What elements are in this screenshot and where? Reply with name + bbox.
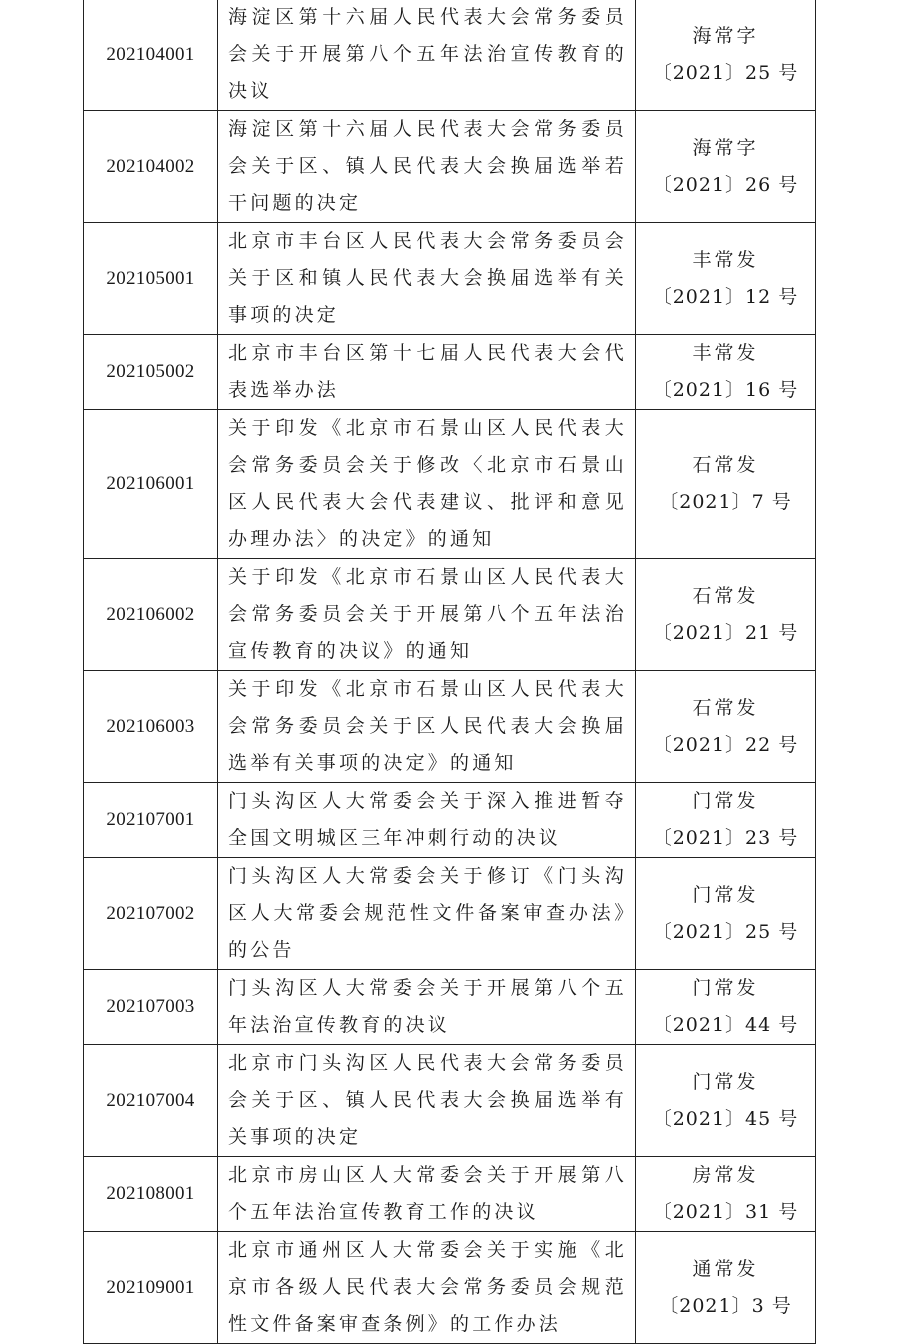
- record-id: 202107004: [84, 1045, 218, 1157]
- record-id: 202109001: [84, 1232, 218, 1344]
- document-number-cell: [636, 223, 816, 335]
- table-row: [84, 1232, 816, 1344]
- document-title-cell: [218, 111, 636, 223]
- document-title-cell: [218, 0, 636, 111]
- document-title-cell: [218, 671, 636, 783]
- document-number-cell: [636, 970, 816, 1045]
- document-title: 关于印发《北京市石景山区人民代表大会常务委员会关于区人民代表大会换届选举有关事项的决定》的通知: [228, 678, 627, 774]
- document-number-cell: [636, 1157, 816, 1232]
- table-body: [84, 0, 816, 1344]
- table-row: [84, 858, 816, 970]
- issuing-agency: 石常发: [692, 696, 759, 719]
- document-number: 〔2021〕44 号: [652, 1014, 799, 1036]
- document-number-cell: [636, 410, 816, 559]
- document-title: 北京市丰台区人民代表大会常务委员会关于区和镇人民代表大会换届选举有关事项的决定: [228, 230, 627, 326]
- record-id: 202106003: [84, 671, 218, 783]
- table-row: [84, 970, 816, 1045]
- record-id: 202106001: [84, 410, 218, 559]
- document-number-cell: [636, 0, 816, 111]
- document-number: 〔2021〕12 号: [652, 285, 799, 308]
- issuing-agency: 门常发: [692, 977, 759, 999]
- document-title-cell: [218, 1045, 636, 1157]
- document-title: 门头沟区人大常委会关于修订《门头沟区人大常委会规范性文件备案审查办法》的公告: [228, 865, 627, 961]
- issuing-agency: 石常发: [692, 584, 759, 607]
- issuing-agency: 海常字: [692, 136, 759, 159]
- document-title: 北京市丰台区第十七届人民代表大会代表选举办法: [228, 342, 627, 401]
- document-number: 〔2021〕16 号: [652, 379, 799, 401]
- document-number: 〔2021〕31 号: [652, 1201, 799, 1223]
- document-title-cell: [218, 1157, 636, 1232]
- document-number-cell: [636, 1232, 816, 1344]
- table-row: [84, 559, 816, 671]
- table-row: [84, 0, 816, 111]
- issuing-agency: 海常字: [692, 24, 759, 47]
- document-number-cell: [636, 335, 816, 410]
- document-number: 〔2021〕7 号: [659, 491, 792, 513]
- table-row: [84, 783, 816, 858]
- document-number: 〔2021〕22 号: [652, 733, 799, 756]
- record-id: 202107001: [84, 783, 218, 858]
- record-id: 202106002: [84, 559, 218, 671]
- document-number-cell: [636, 111, 816, 223]
- document-title: 关于印发《北京市石景山区人民代表大会常务委员会关于开展第八个五年法治宣传教育的决议》的通知: [228, 566, 627, 662]
- document-number: 〔2021〕21 号: [652, 621, 799, 644]
- document-number-cell: [636, 858, 816, 970]
- table-row: [84, 1045, 816, 1157]
- table-row: [84, 223, 816, 335]
- issuing-agency: 丰常发: [692, 248, 759, 271]
- record-id: 202107003: [84, 970, 218, 1045]
- document-table: [83, 0, 816, 1344]
- issuing-agency: 房常发: [692, 1164, 759, 1186]
- document-title-cell: [218, 970, 636, 1045]
- document-number: 〔2021〕26 号: [652, 173, 799, 196]
- table-row: [84, 111, 816, 223]
- record-id: 202107002: [84, 858, 218, 970]
- record-id: 202104002: [84, 111, 218, 223]
- issuing-agency: 门常发: [692, 790, 759, 812]
- document-number-cell: [636, 559, 816, 671]
- issuing-agency: 门常发: [692, 1070, 759, 1093]
- document-number-cell: [636, 671, 816, 783]
- document-title-cell: [218, 335, 636, 410]
- issuing-agency: 丰常发: [692, 342, 759, 364]
- document-title-cell: [218, 223, 636, 335]
- record-id: 202104001: [84, 0, 218, 111]
- document-title: 门头沟区人大常委会关于开展第八个五年法治宣传教育的决议: [228, 977, 627, 1036]
- issuing-agency: 通常发: [692, 1257, 759, 1280]
- document-title: 北京市房山区人大常委会关于开展第八个五年法治宣传教育工作的决议: [228, 1164, 627, 1223]
- table-row: [84, 1157, 816, 1232]
- record-id: 202108001: [84, 1157, 218, 1232]
- document-title-cell: [218, 410, 636, 559]
- document-title: 门头沟区人大常委会关于深入推进暂夺全国文明城区三年冲刺行动的决议: [228, 790, 627, 849]
- document-number-cell: [636, 783, 816, 858]
- document-title-cell: [218, 559, 636, 671]
- document-number: 〔2021〕3 号: [659, 1294, 792, 1317]
- document-number: 〔2021〕45 号: [652, 1107, 799, 1130]
- table-row: [84, 410, 816, 559]
- document-title-cell: [218, 858, 636, 970]
- issuing-agency: 门常发: [692, 883, 759, 906]
- document-number: 〔2021〕25 号: [652, 920, 799, 943]
- table-row: [84, 335, 816, 410]
- document-title: 北京市通州区人大常委会关于实施《北京市各级人民代表大会常务委员会规范性文件备案审查条例》的工作办法: [228, 1239, 627, 1335]
- document-title: 关于印发《北京市石景山区人民代表大会常务委员会关于修改〈北京市石景山区人民代表大会代表建议、批评和意见办理办法〉的决定》的通知: [228, 417, 627, 550]
- record-id: 202105001: [84, 223, 218, 335]
- document-title: 海淀区第十六届人民代表大会常务委员会关于区、镇人民代表大会换届选举若干问题的决定: [228, 118, 627, 214]
- document-title: 海淀区第十六届人民代表大会常务委员会关于开展第八个五年法治宣传教育的决议: [228, 6, 627, 102]
- table-row: [84, 671, 816, 783]
- document-title: 北京市门头沟区人民代表大会常务委员会关于区、镇人民代表大会换届选举有关事项的决定: [228, 1052, 627, 1148]
- record-id: 202105002: [84, 335, 218, 410]
- document-number: 〔2021〕25 号: [652, 61, 799, 84]
- document-title-cell: [218, 1232, 636, 1344]
- document-number: 〔2021〕23 号: [652, 827, 799, 849]
- document-number-cell: [636, 1045, 816, 1157]
- issuing-agency: 石常发: [692, 454, 759, 476]
- document-title-cell: [218, 783, 636, 858]
